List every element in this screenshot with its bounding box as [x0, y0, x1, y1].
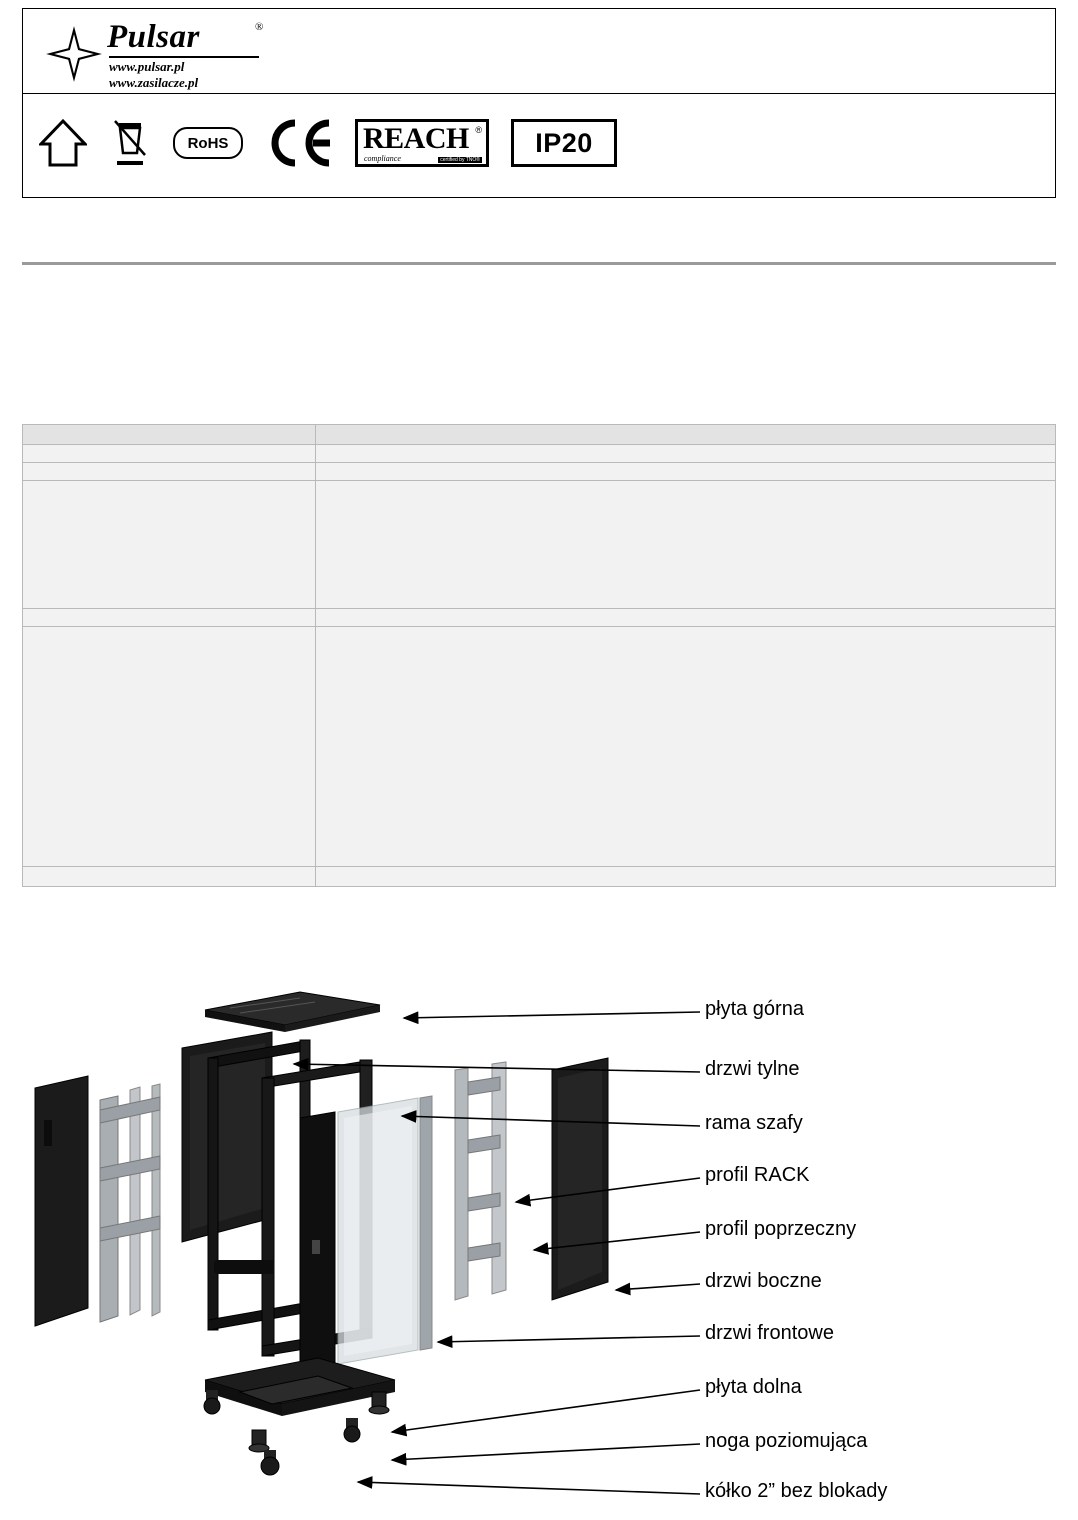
left-side-panel-part — [35, 1076, 88, 1326]
right-rack-rails-part — [455, 1062, 506, 1300]
exploded-rack-diagram — [0, 960, 1078, 1520]
ip-rating-badge: IP20 — [511, 119, 617, 167]
table-cell-label — [23, 627, 316, 867]
header-logo-row — [23, 9, 1055, 94]
table-row — [23, 425, 1056, 445]
indoor-use-icon — [39, 118, 87, 168]
logo-registered-mark: ® — [255, 21, 264, 33]
table-cell-label — [23, 609, 316, 627]
table-row — [23, 867, 1056, 887]
reach-registered-mark: ® — [475, 125, 482, 135]
castor-wheel-part — [261, 1450, 279, 1475]
callout-label-levelling-foot: noga poziomująca — [705, 1430, 868, 1452]
table-cell-label — [23, 445, 316, 463]
logo-url-pulsar[interactable]: www.pulsar.pl — [109, 59, 185, 74]
logo-url-zasilacze[interactable]: www.zasilacze.pl — [109, 75, 199, 90]
four-point-star-icon — [45, 25, 103, 83]
callout-label-front-door: drzwi frontowe — [705, 1322, 834, 1344]
table-cell-value — [316, 627, 1056, 867]
header-badges-row — [23, 94, 1055, 197]
table-row — [23, 445, 1056, 463]
table-row — [23, 463, 1056, 481]
callout-label-cross-profile: profil poprzeczny — [705, 1218, 857, 1240]
compliance-badges — [39, 112, 617, 174]
reach-badge — [355, 119, 489, 167]
callout-label-rear-door: drzwi tylne — [705, 1058, 800, 1080]
side-door-part — [552, 1058, 608, 1300]
table-cell-value — [316, 445, 1056, 463]
rohs-badge: RoHS — [173, 127, 243, 159]
callout-label-cabinet-frame: rama szafy — [705, 1112, 803, 1134]
callout-label-rack-profile: profil RACK — [705, 1164, 810, 1186]
reach-sublabel: compliance — [364, 154, 401, 163]
ce-mark-icon — [265, 119, 333, 167]
levelling-foot-part — [249, 1430, 269, 1452]
document-header — [22, 8, 1056, 198]
table-cell-label — [23, 481, 316, 609]
castor-wheel-part — [204, 1390, 220, 1414]
front-door-part — [300, 1096, 432, 1374]
table-cell-value — [316, 609, 1056, 627]
logo-underline — [109, 56, 259, 58]
specification-table-body — [23, 425, 1056, 887]
left-rack-rails-part — [100, 1084, 160, 1322]
rack-cabinet-illustration — [0, 960, 1078, 1520]
table-row — [23, 481, 1056, 609]
bottom-plate-part — [204, 1358, 395, 1475]
levelling-foot-part — [369, 1392, 389, 1414]
pulsar-logo — [37, 15, 264, 90]
logo-wordmark: Pulsar — [107, 19, 200, 55]
callout-label-castor-wheel: kółko 2” bez blokady — [705, 1480, 888, 1502]
table-cell-value — [316, 425, 1056, 445]
table-row — [23, 627, 1056, 867]
section-divider — [22, 262, 1056, 265]
castor-wheel-part — [344, 1418, 360, 1442]
callout-label-bottom-plate: płyta dolna — [705, 1376, 802, 1398]
specification-table — [22, 424, 1056, 887]
table-row — [23, 609, 1056, 627]
table-cell-label — [23, 425, 316, 445]
callout-label-side-door: drzwi boczne — [705, 1270, 822, 1292]
table-cell-value — [316, 481, 1056, 609]
table-cell-value — [316, 867, 1056, 887]
table-cell-label — [23, 463, 316, 481]
callout-label-top-plate: płyta górna — [705, 998, 804, 1020]
reach-label: REACH — [363, 122, 469, 155]
top-plate-part — [205, 992, 380, 1032]
table-cell-label — [23, 867, 316, 887]
weee-crossed-bin-icon — [109, 117, 151, 169]
reach-certified-label: certified by TNO® — [440, 157, 480, 163]
table-cell-value — [316, 463, 1056, 481]
